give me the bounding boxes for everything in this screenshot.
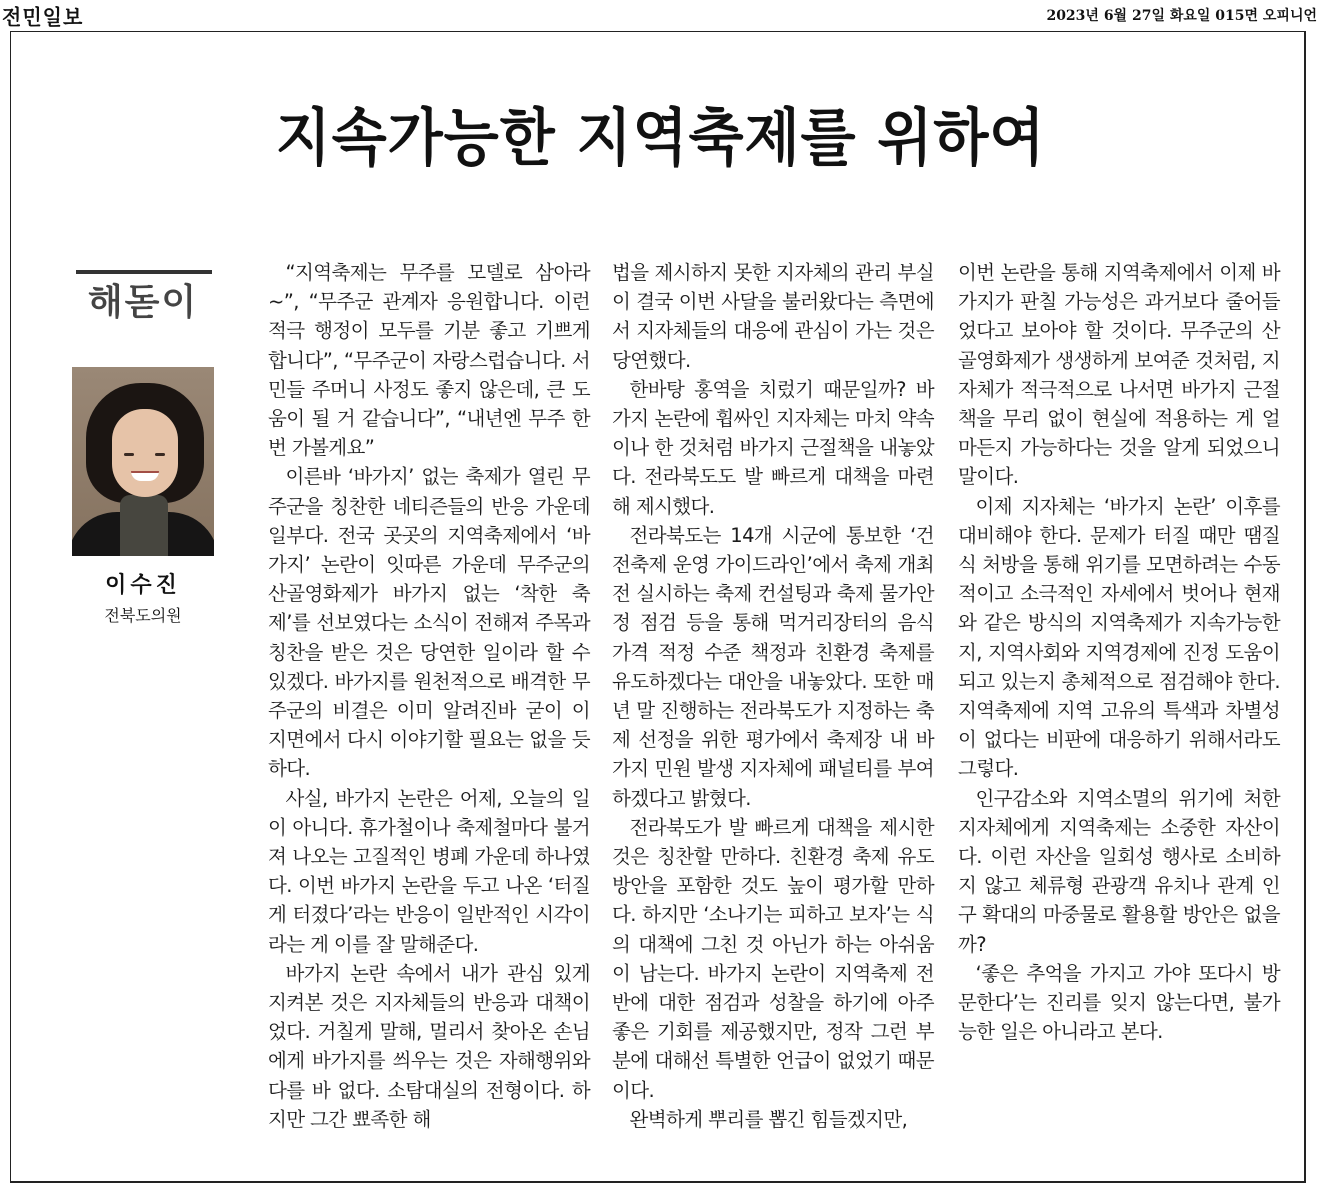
byline-sidebar — [70, 270, 216, 625]
article-column-3 — [958, 258, 1280, 1046]
article-column-2 — [612, 258, 934, 1134]
paragraph: 이른바 ‘바가지’ 없는 축제가 열린 무주군을 칭찬한 네티즌들의 반응 가운데 일부다. 전국 곳곳의 지역축제에서 ‘바가지’ 논란이 잇따른 가운데 무주군의 산골영화제가 바가지 없는 ‘착한 축제’를 선보였다는 소식이 전해져 주목과 칭찬을 받은 것은 당연한 일이라 할 수 있겠다. 바가지를 원천적으로 배격한 무주군의 비결은 이미 알려진바 굳이 이 지면에서 다시 이야기할 필요는 없을 듯하다. — [268, 465, 590, 781]
portrait-eye — [124, 453, 134, 456]
paragraph: 이제 지자체는 ‘바가지 논란’ 이후를 대비해야 한다. 문제가 터질 때만 땜질식 처방을 통해 위기를 모면하려는 수동적이고 소극적인 자세에서 벗어나 현재와 같은 방식의 지역축제가 지속가능한지, 지역사회와 지역경제에 진정 도움이 되고 있는지 총체적으로 점검해야 한다. 지역축제에 지역 고유의 특색과 차별성이 없다는 비판에 대응하기 위해서라도 그렇다. — [958, 494, 1280, 781]
portrait-eye — [155, 453, 165, 456]
headline: 지속가능한 지역축제를 위하여 — [275, 101, 1046, 174]
paragraph: 법을 제시하지 못한 지자체의 관리 부실이 결국 이번 사달을 불러왔다는 측면에서 지자체들의 대응에 관심이 가는 것은 당연했다. — [612, 261, 934, 372]
paragraph: 완벽하게 뿌리를 뽑긴 힘들겠지만, — [629, 1107, 908, 1131]
author-title: 전북도의원 — [104, 606, 182, 625]
newspaper-name: 전민일보 — [2, 4, 84, 30]
portrait-face — [112, 409, 178, 497]
portrait-turtleneck — [120, 495, 168, 556]
paragraph: 인구감소와 지역소멸의 위기에 처한 지자체에게 지역축제는 소중한 자산이다. 이런 자산을 일회성 행사로 소비하지 않고 체류형 관광객 유치나 관계 인구 확대의 마중물로 활용할 방안은 없을까? — [958, 786, 1280, 956]
paragraph: 이번 논란을 통해 지역축제에서 이제 바가지가 판칠 가능성은 과거보다 줄어들었다고 보아야 할 것이다. 무주군의 산골영화제가 생생하게 보여준 것처럼, 지자체가 적극적으로 나서면 바가지 근절책을 무리 없이 현실에 적용하는 게 얼마든지 가능하다는 것을 알게 되었으니 말이다. — [958, 261, 1280, 489]
paragraph: 바가지 논란 속에서 내가 관심 있게 지켜본 것은 지자체들의 반응과 대책이었다. 거칠게 말해, 멀리서 찾아온 손님에게 바가지를 씌우는 것은 자해행위와 다를 바 없다. 소탐대실의 전형이다. 하지만 그간 뾰족한 해 — [268, 961, 590, 1131]
column-rule-divider — [76, 270, 212, 274]
paragraph: ‘좋은 추억을 가지고 가야 또다시 방문한다’는 진리를 잊지 않는다면, 불가능한 일은 아니라고 본다. — [958, 961, 1280, 1044]
masthead — [0, 0, 1321, 28]
issue-date-page: 2023년 6월 27일 화요일 015면 오피니언 — [1046, 8, 1317, 24]
article-column-1 — [268, 258, 590, 1134]
author-portrait-image — [72, 367, 214, 556]
paragraph: “지역축제는 무주를 모델로 삼아라~”, “무주군 관계자 응원합니다. 이런 적극 행정이 모두를 기분 좋고 기쁘게 합니다”, “무주군이 자랑스럽습니다. 서민들 주머니 사정도 좋지 않은데, 큰 도움이 될 거 같습니다”, “내년엔 무주 한번 가볼게요” — [268, 261, 590, 460]
column-name: 해돋이 — [87, 282, 199, 323]
paragraph: 전라북도는 14개 시군에 통보한 ‘건전축제 운영 가이드라인’에서 축제 개최 전 실시하는 축제 컨설팅과 축제 물가안정 점검 등을 통해 먹거리장터의 음식 가격 적정 수준 책정과 친환경 축제를 유도하겠다는 대안을 내놓았다. 또한 매년 말 진행하는 전라북도가 지정하는 축제 선정을 위한 평가에서 축제장 내 바가지 민원 발생 지자체에 패널티를 부여하겠다고 밝혔다. — [612, 523, 934, 810]
author-name: 이수진 — [105, 573, 181, 598]
paragraph: 한바탕 홍역을 치렀기 때문일까? 바가지 논란에 휩싸인 지자체는 마치 약속이나 한 것처럼 바가지 근절책을 내놓았다. 전라북도도 발 빠르게 대책을 마련해 제시했다. — [612, 377, 934, 518]
paragraph: 전라북도가 발 빠르게 대책을 제시한 것은 칭찬할 만하다. 친환경 축제 유도 방안을 포함한 것도 높이 평가할 만하다. 하지만 ‘소나기는 피하고 보자’는 식의 대책에 그친 것 아닌가 하는 아쉬움이 남는다. 바가지 논란이 지역축제 전반에 대한 점검과 성찰을 하기에 아주 좋은 기회를 제공했지만, 정작 그런 부분에 대해선 특별한 언급이 없었기 때문이다. — [612, 815, 934, 1102]
paragraph: 사실, 바가지 논란은 어제, 오늘의 일이 아니다. 휴가철이나 축제철마다 불거져 나오는 고질적인 병폐 가운데 하나였다. 이번 바가지 논란을 두고 나온 ‘터질 게 터졌다’라는 반응이 일반적인 시각이라는 게 이를 잘 말해준다. — [268, 786, 590, 956]
